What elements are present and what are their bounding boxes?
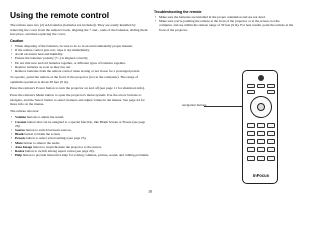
feature-name: Auto Image bbox=[15, 144, 33, 149]
troubleshooting-heading: Troubleshooting the remote bbox=[154, 10, 202, 14]
navigation-buttons-callout: navigation buttons bbox=[182, 103, 207, 107]
intro-paragraph: The remote uses two (2) AA batteries (batteries not included). They are easily installed by removing the cover from the remote's back, aligning the + and - ends of the batteries, sliding them into place, and then replacing the cover. bbox=[10, 23, 148, 37]
page-number: 19 bbox=[148, 190, 152, 194]
feature-name: Source bbox=[15, 127, 25, 132]
remote-key-icon bbox=[247, 156, 255, 161]
feature-name: Resize bbox=[15, 148, 25, 153]
feature-name: Help bbox=[15, 153, 22, 158]
remote-key-icon bbox=[267, 131, 275, 136]
feature-name: Volume bbox=[15, 115, 26, 120]
remote-key-icon bbox=[267, 156, 275, 161]
remote-key-icon bbox=[247, 84, 255, 88]
feature-desc: buttons to adjust the sound. bbox=[26, 115, 65, 120]
power-paragraph: Press the remote's Power button to turn the projector on and off (see page 11 for shutdown info). bbox=[10, 86, 145, 91]
remote-key-icon bbox=[257, 139, 265, 144]
feature-name: Presets bbox=[15, 136, 26, 141]
remote-key-icon bbox=[257, 131, 265, 136]
left-column bbox=[10, 10, 150, 159]
aim-paragraph: To operate, point the remote at the front of the projector (not at the computer). The range of optimum operation is about 30 feet (9 m). bbox=[10, 75, 139, 84]
feature-desc: button to blank the screen. bbox=[23, 132, 61, 137]
troubleshooting-item: • Make sure the batteries are installed in the proper orientation and are not dead. bbox=[154, 15, 294, 19]
remote-key-icon bbox=[257, 147, 265, 152]
right-column bbox=[154, 10, 294, 34]
feature-desc: button to provide interactive help for solving common, picture, sound, and cabling problems. bbox=[21, 153, 150, 158]
page-title: Using the remote control bbox=[10, 10, 110, 20]
troubleshooting-item: • Make sure you're pointing the remote at the front of the projector or at the screen, not the computer, and are within the remote range of 30 feet (9 m). For best results, point the remote at the front of the projector. bbox=[154, 19, 294, 32]
infocus-logo: InFocus bbox=[252, 173, 270, 178]
remote-key-icon bbox=[267, 90, 275, 94]
remote-key-icon bbox=[247, 139, 255, 144]
select-button-icon bbox=[257, 103, 265, 111]
remote-key-icon bbox=[247, 147, 255, 152]
remote-key-icon bbox=[267, 147, 275, 152]
menu-paragraph: Press the remote's Menu button to open the projector's menu system. Use the arrow buttons to navigate, and the Select button to select features and adjust values in the menus. See page 24 for more info on the menus. bbox=[10, 92, 145, 107]
remote-key-icon bbox=[247, 123, 255, 128]
feature-name: Custom bbox=[15, 119, 27, 124]
feature-desc: button to silence the audio. bbox=[22, 140, 61, 145]
caution-list bbox=[10, 44, 150, 73]
feature-desc: button to select saved settings (see page 25). bbox=[25, 136, 87, 141]
remote-key-icon bbox=[267, 123, 275, 128]
remote-key-icon bbox=[257, 123, 265, 128]
power-button-icon bbox=[258, 75, 264, 81]
feature-desc: button to switch between sources. bbox=[24, 127, 72, 132]
feature-desc: button to switch among aspect ratios (see page 29). bbox=[24, 148, 95, 153]
caution-heading: Caution bbox=[10, 38, 24, 43]
caution-item: • Replace batteries as soon as they run out. bbox=[10, 65, 150, 69]
caution-item: • Do not mix new and old batteries together, or different types of batteries together. bbox=[10, 61, 150, 65]
feature-item bbox=[10, 120, 150, 128]
caution-item: • Ensure the batteries' polarity (+/-) is aligned correctly. bbox=[10, 56, 150, 60]
remote-key-icon bbox=[247, 131, 255, 136]
feature-item bbox=[10, 153, 150, 157]
caution-item: • Avoid excessive heat and humidity. bbox=[10, 52, 150, 56]
remote-figure bbox=[154, 48, 294, 188]
caution-item: • When disposing of the batteries, be sure to do so in an environmentally proper manner. bbox=[10, 44, 150, 48]
remote-control-illustration bbox=[242, 70, 278, 184]
callout-line bbox=[204, 106, 242, 107]
remote-key-icon bbox=[267, 139, 275, 144]
caution-item: • If the remote control gets wet, wipe it dry immediately. bbox=[10, 48, 150, 52]
feature-desc: button to resynchronize the projector to the source. bbox=[32, 144, 103, 149]
remote-key-icon bbox=[247, 90, 255, 94]
troubleshooting-list bbox=[154, 15, 294, 32]
caution-item: • Remove batteries from the remote control when storing or not in use for a prolonged period. bbox=[10, 69, 150, 73]
remote-key-icon bbox=[267, 84, 275, 88]
remote-key-icon bbox=[257, 156, 265, 161]
feature-name: Blank bbox=[15, 132, 24, 137]
also-line: The remote also has: bbox=[10, 108, 40, 113]
feature-name: Mute bbox=[15, 140, 23, 145]
remote-key-icon bbox=[257, 84, 265, 88]
feature-list bbox=[10, 115, 150, 157]
feature-desc: button that can be assigned to a special function, like Blank Screen or Freeze (see page 26). bbox=[15, 119, 146, 128]
